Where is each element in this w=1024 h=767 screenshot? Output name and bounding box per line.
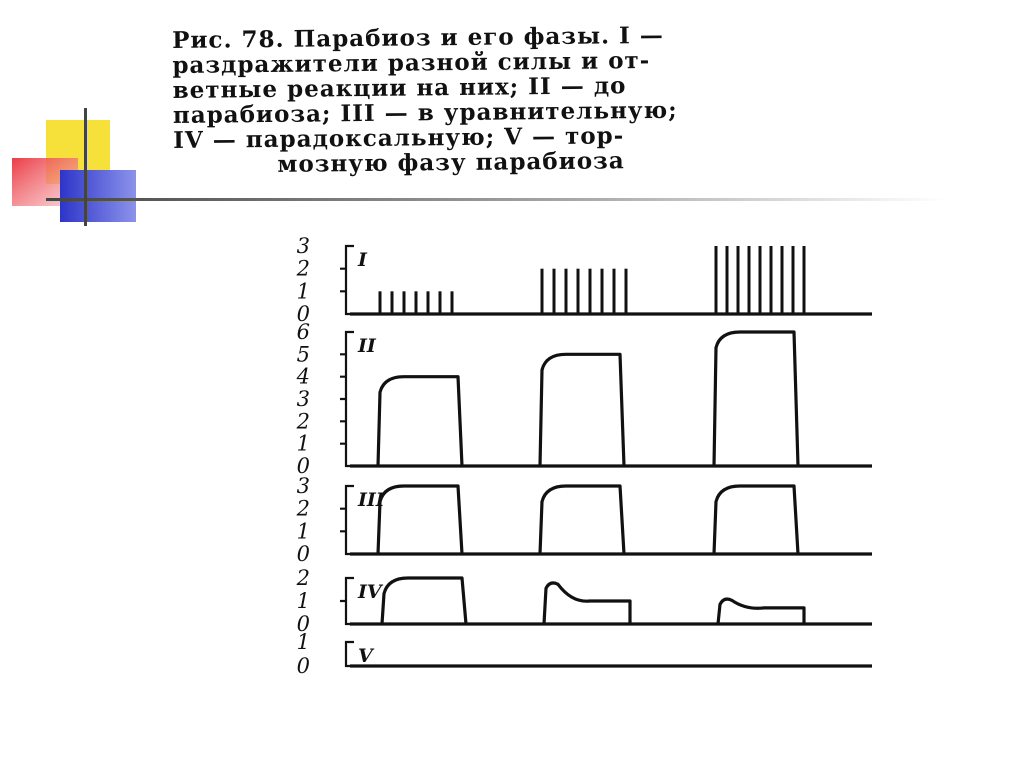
panel-label: IV (358, 581, 382, 603)
y-tick-label: 0 (296, 654, 310, 678)
decor-vertical-rule (84, 108, 87, 226)
axis-bracket (340, 332, 354, 466)
panel-label: I (358, 249, 367, 271)
panel-label: III (358, 489, 385, 511)
y-tick-label: 1 (296, 589, 310, 613)
y-tick-label: 4 (296, 364, 310, 389)
y-tick-label: 0 (296, 542, 310, 566)
response-trace (540, 354, 624, 466)
caption-line: Рис. 78. Парабиоз и его фазы. I — (171, 21, 664, 54)
y-tick-label: 3 (296, 234, 310, 258)
caption-line: мозную фазу парабиоза (277, 147, 625, 178)
response-trace (714, 486, 798, 554)
axis-bracket (346, 642, 354, 666)
axis-bracket (340, 486, 354, 554)
panel-label: II (358, 335, 376, 357)
axis-bracket (340, 578, 354, 624)
y-tick-label: 3 (296, 474, 310, 498)
y-tick-label: 1 (296, 279, 310, 304)
parabiosis-diagram (280, 230, 900, 700)
caption-line: раздражители разной силы и от- (172, 46, 651, 79)
caption-line: ветные реакции на них; II — до (172, 72, 627, 104)
caption-line: парабиоза; III — в уравнительную; (172, 96, 678, 129)
decor-blue-square (60, 170, 136, 222)
y-tick-label: 2 (296, 496, 310, 521)
y-tick-label: 6 (296, 320, 310, 344)
axis-bracket (340, 246, 354, 314)
response-trace (544, 583, 630, 624)
figure-caption (172, 21, 834, 178)
response-trace (382, 578, 466, 624)
y-tick-label: 0 (296, 612, 310, 636)
response-trace (540, 486, 624, 554)
y-tick-label: 0 (296, 454, 310, 478)
y-tick-label: 3 (296, 387, 310, 411)
decor-horizontal-rule (46, 198, 946, 201)
y-tick-label: 1 (296, 519, 310, 544)
y-tick-label: 1 (296, 431, 310, 456)
panel-label: V (358, 645, 373, 667)
caption-line: IV — парадоксальную; V — тор- (173, 122, 625, 154)
response-trace (718, 599, 804, 624)
y-tick-label: 0 (296, 302, 310, 326)
response-trace (378, 486, 462, 554)
y-tick-label: 2 (296, 566, 310, 590)
response-trace (378, 377, 462, 466)
response-trace (714, 332, 798, 466)
y-tick-label: 2 (296, 256, 310, 281)
y-tick-label: 5 (296, 342, 310, 367)
y-tick-label: 2 (296, 409, 310, 434)
y-tick-label: 1 (296, 630, 310, 654)
